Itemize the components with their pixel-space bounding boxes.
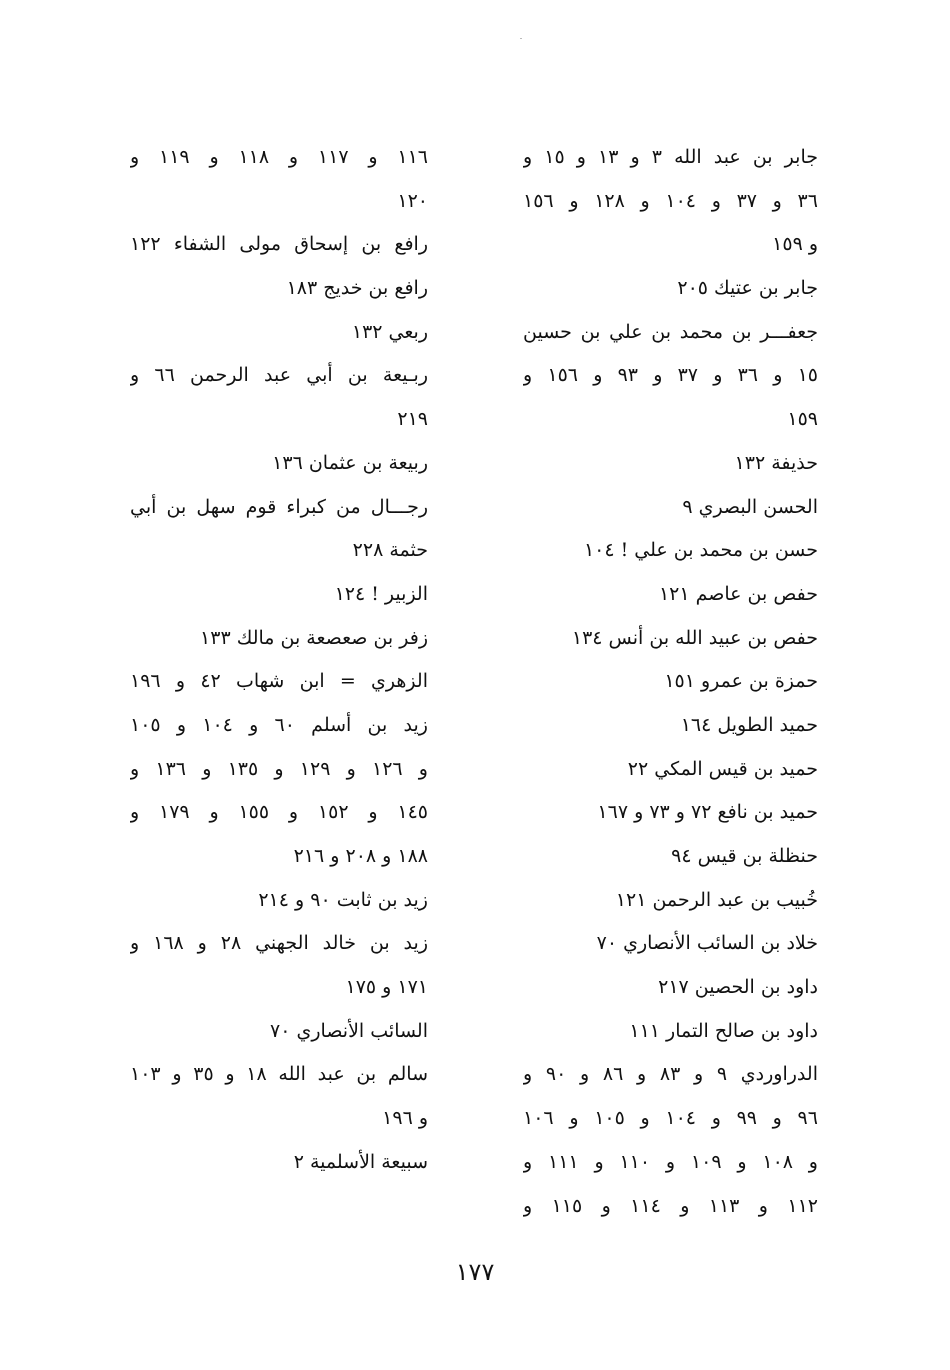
- scan-mark: [520, 38, 522, 39]
- index-line: و ١٠٨ و ١٠٩ و ١١٠ و ١١١ و: [523, 1150, 818, 1173]
- index-line: زيد بن خالد الجهني ٢٨ و ١٦٨ و: [130, 932, 428, 955]
- index-line: حفص بن عاصم ١٢١: [658, 582, 818, 605]
- index-line: ١١٢ و ١١٣ و ١١٤ و ١١٥ و: [523, 1194, 818, 1217]
- index-line: زفر بن صعصعة بن مالك ١٣٣: [200, 626, 428, 649]
- index-line: رافع بن خديج ١٨٣: [286, 277, 428, 300]
- index-line: خلاد بن السائب الأنصاري ٧٠: [596, 932, 818, 955]
- index-line: و ١٢٦ و ١٢٩ و ١٣٥ و ١٣٦ و: [130, 757, 428, 780]
- index-line: داود بن صالح التمار ١١١: [629, 1019, 818, 1042]
- index-line: الزبير ! ١٢٤: [334, 582, 428, 605]
- index-line: جعفـــر بن محمد بن علي بن حسين: [523, 320, 818, 343]
- index-line: السائب الأنصاري ٧٠: [270, 1019, 428, 1042]
- index-line: ١١٦ و ١١٧ و ١١٨ و ١١٩ و: [130, 146, 428, 168]
- index-line: داود بن الحصين ٢١٧: [658, 976, 818, 999]
- index-line: ربعي ١٣٢: [351, 320, 428, 343]
- index-line: حفص بن عبيد الله بن أنس ١٣٤: [571, 626, 818, 649]
- index-line: حميد الطويل ١٦٤: [680, 713, 818, 736]
- index-line: ١٢٠: [397, 189, 428, 212]
- index-line: زيد بن ثابت ٩٠ و ٢١٤: [258, 888, 428, 911]
- index-line: ٢١٩: [397, 408, 428, 431]
- index-line: خُبيب بن عبد الرحمن ١٢١: [615, 888, 818, 911]
- index-line: ١٤٥ و ١٥٢ و ١٥٥ و ١٧٩ و: [130, 801, 428, 824]
- index-line: ١٧١ و ١٧٥: [345, 976, 428, 999]
- index-line: ربيعة بن عثمان ١٣٦: [272, 451, 428, 474]
- index-line: ٣٦ و ٣٧ و ١٠٤ و ١٢٨ و ١٥٦: [523, 189, 818, 212]
- index-line: ربـيعة بن أبي عبد الرحمن ٦٦ و: [130, 364, 428, 387]
- index-line: و ١٩٦: [382, 1107, 428, 1130]
- index-line: جابر بن عتيك ٢٠٥: [677, 277, 818, 300]
- index-line: حنظلة بن قيس ٩٤: [671, 845, 818, 867]
- index-line: الزهري = ابن شهاب ٤٢ و ١٩٦: [130, 670, 428, 693]
- index-line: زيد بن أسلم ٦٠ و ١٠٤ و ١٠٥: [130, 713, 428, 736]
- index-line: الحسن البصري ٩: [682, 495, 818, 518]
- index-line: ١٥٩: [787, 408, 818, 431]
- index-line: سبيعة الأسلمية ٢: [293, 1150, 428, 1173]
- index-line: حميد بن نافع ٧٢ و ٧٣ و ١٦٧: [597, 801, 818, 824]
- page-number: ١٧٧: [455, 1258, 495, 1286]
- index-line: ١٨٨ و ٢٠٨ و ٢١٦: [293, 845, 428, 867]
- index-line: رافع بن إسحاق مولى الشفاء ١٢٢: [130, 233, 428, 256]
- index-line: سالم بن عبد الله ١٨ و ٣٥ و ١٠٣: [130, 1063, 428, 1086]
- index-line: حثمة ٢٢٨: [352, 539, 428, 562]
- index-line: حميد بن قيس المكي ٢٢: [627, 757, 818, 780]
- index-column-left: [130, 136, 428, 1185]
- index-column-right: [523, 136, 818, 1228]
- index-line: ٩٦ و ٩٩ و ١٠٤ و ١٠٥ و ١٠٦: [523, 1107, 818, 1130]
- index-line: حذيفة ١٣٢: [734, 451, 818, 474]
- index-line: و ١٥٩: [772, 233, 818, 256]
- index-line: حمزة بن عمرو ١٥١: [664, 670, 818, 693]
- index-line: جابر بن عبد الله ٣ و ١٣ و ١٥ و: [523, 146, 818, 168]
- index-line: الدراوردي ٩ و ٨٣ و ٨٦ و ٩٠ و: [523, 1063, 818, 1086]
- index-line: حسن بن محمد بن علي ! ١٠٤: [583, 539, 818, 562]
- index-line: ١٥ و ٣٦ و ٣٧ و ٩٣ و ١٥٦ و: [523, 364, 818, 387]
- index-line: رجـــال من كبراء قوم سهل بن أبي: [130, 495, 428, 518]
